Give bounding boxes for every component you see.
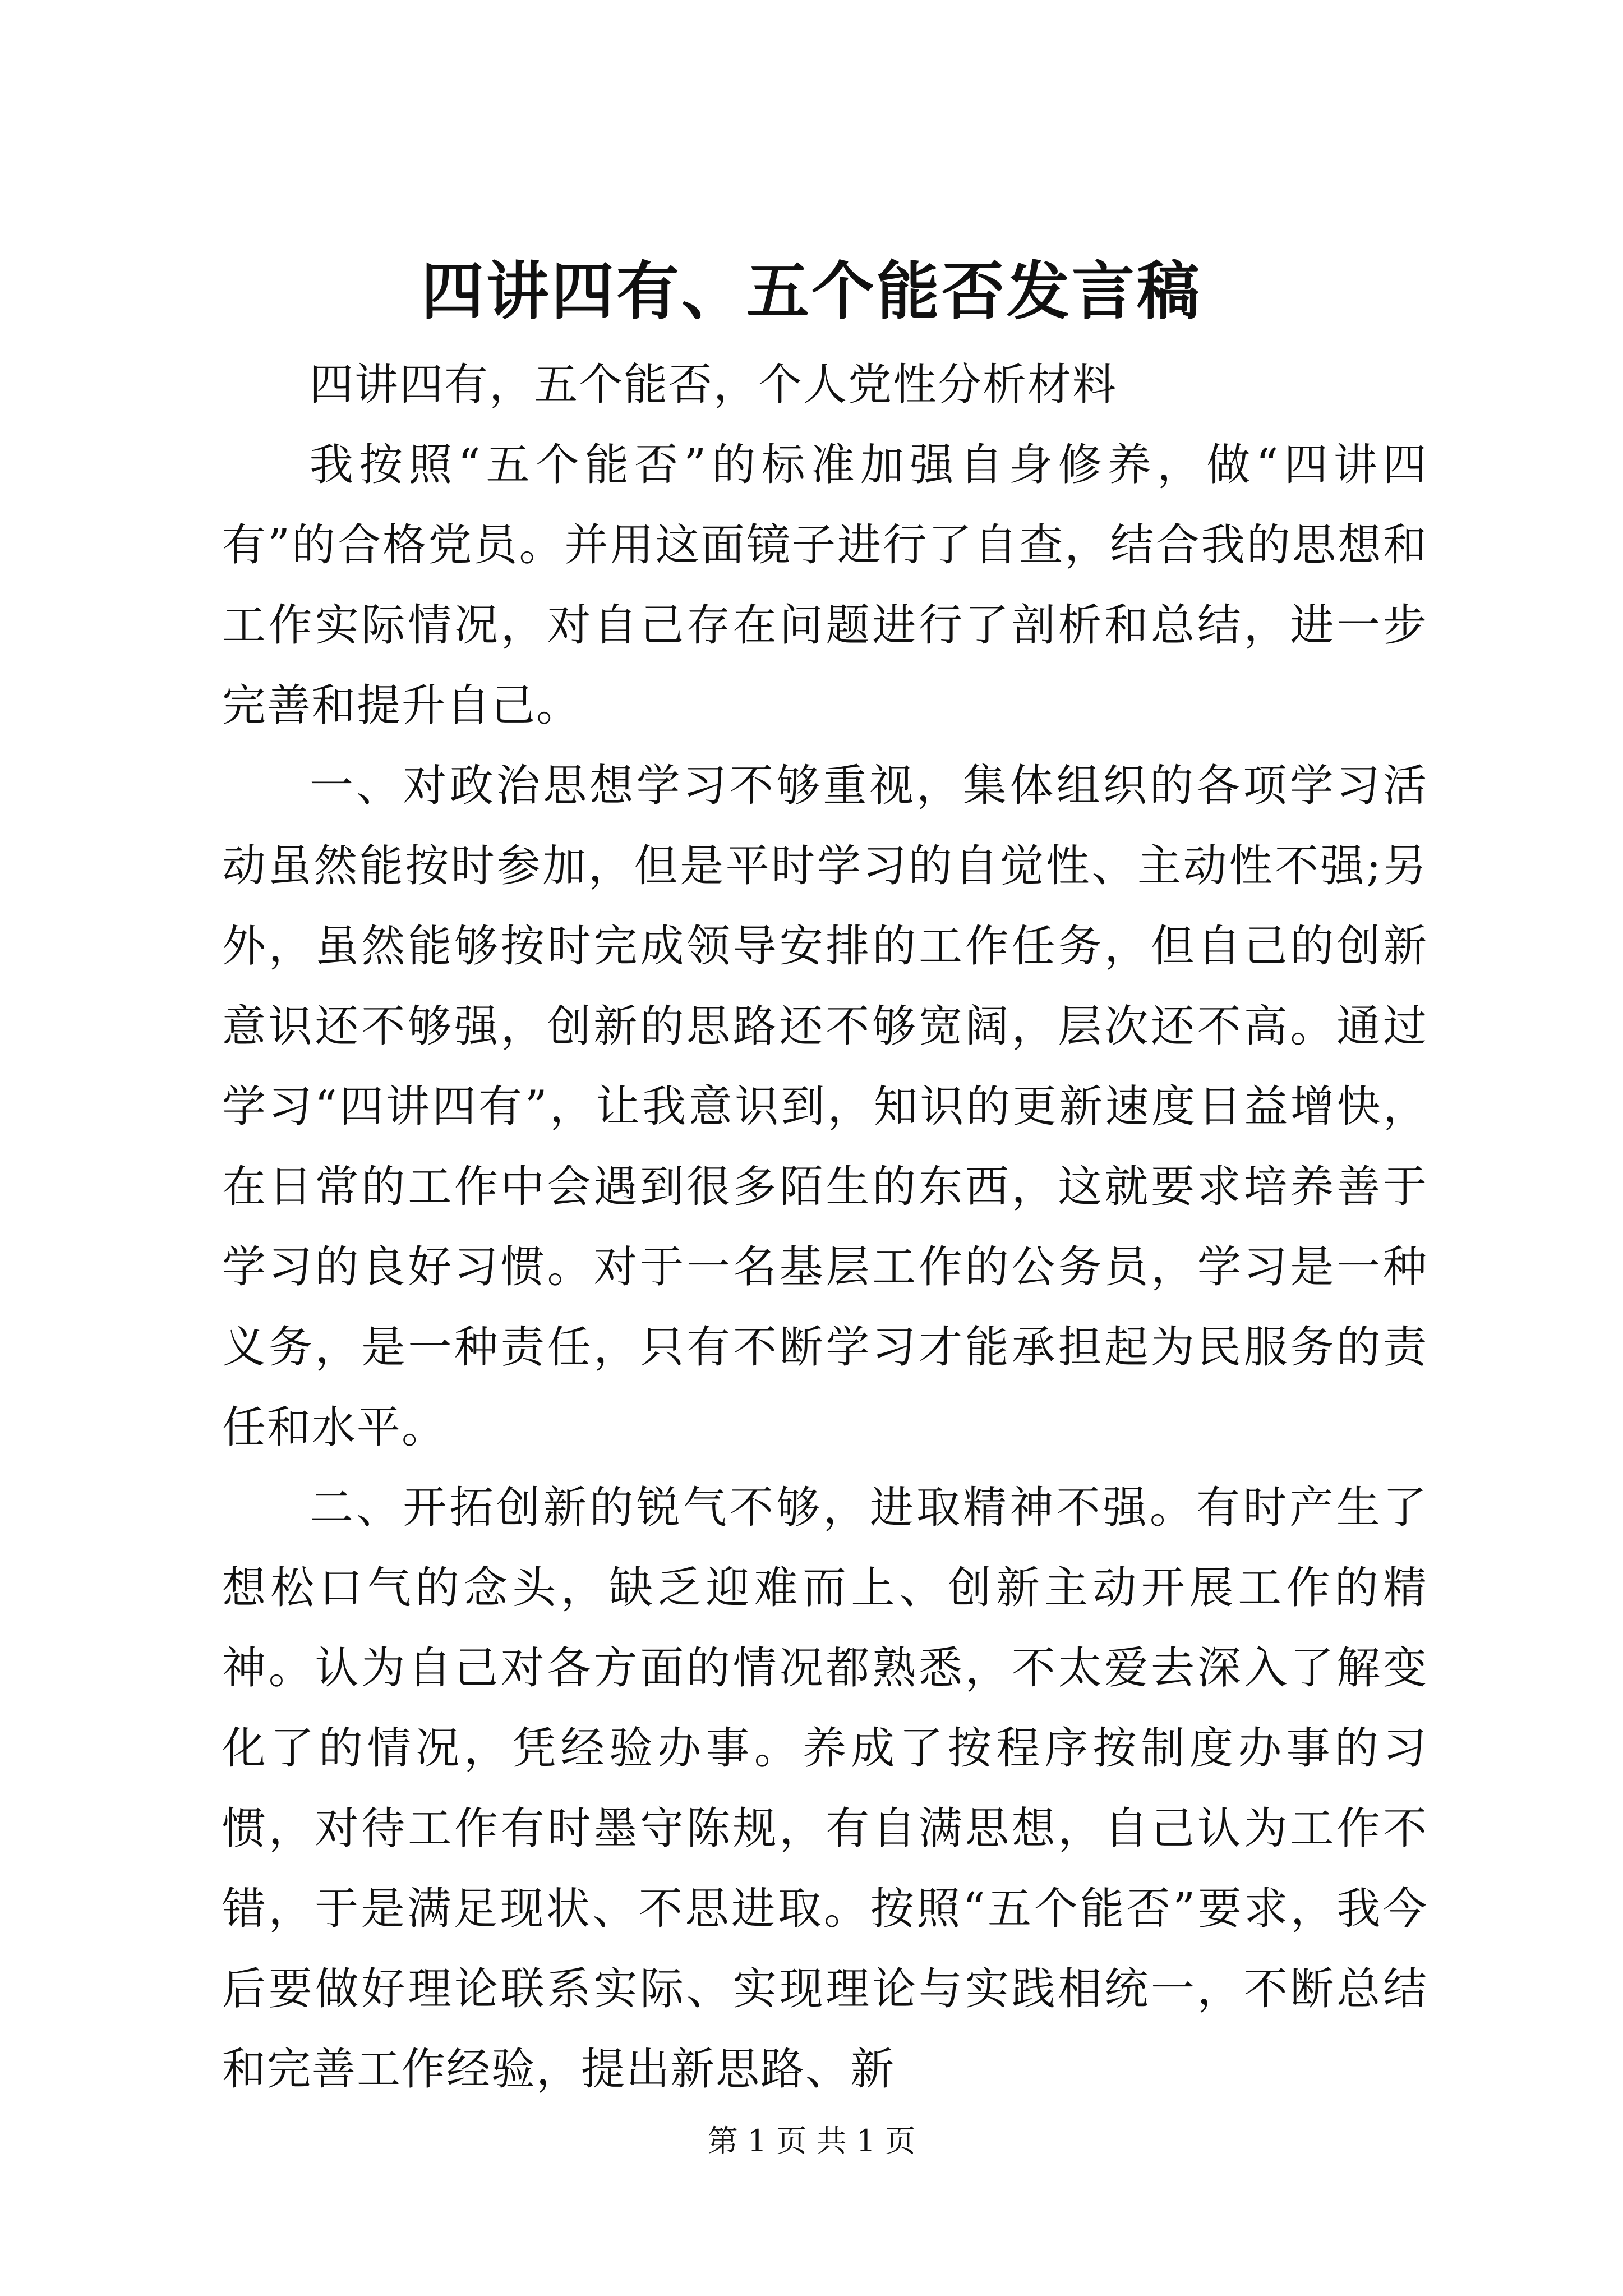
paragraph-section-one: 一、对政治思想学习不够重视，集体组织的各项学习活动虽然能按时参加，但是平时学习的自觉性、主动性不强;另外，虽然能够按时完成领导安排的工作任务，但自己的创新意识还不够强，创新的思路还不够宽阔，层次还不高。通过学习“四讲四有”，让我意识到，知识的更新速度日益增快，在日常的工作中会遇到很多陌生的东西，这就要求培养善于学习的良好习惯。对于一名基层工作的公务员，学习是一种义务，是一种责任，只有不断学习才能承担起为民服务的责任和水平。: [222, 761, 1428, 1453]
page-number-footer: 第 1 页 共 1 页: [707, 2123, 916, 2159]
paragraph-section-two: 二、开拓创新的锐气不够，进取精神不强。有时产生了想松口气的念头，缺乏迎难而上、创新主动开展工作的精神。认为自己对各方面的情况都熟悉，不太爱去深入了解变化了的情况，凭经验办事。养成了按程序按制度办事的习惯，对待工作有时墨守陈规，有自满思想，自己认为工作不错，于是满足现状、不思进取。按照“五个能否”要求，我今后要做好理论联系实际、实现理论与实践相统一，不断总结和完善工作经验，提出新思路、新: [222, 1483, 1428, 2095]
document-body: [222, 345, 1428, 2110]
paragraph-subtitle: 四讲四有，五个能否，个人党性分析材料: [310, 360, 1118, 410]
paragraph-intro: 我按照“五个能否”的标准加强自身修养，做“四讲四有”的合格党员。并用这面镜子进行了自查，结合我的思想和工作实际情况，对自己存在问题进行了剖析和总结，进一步完善和提升自己。: [222, 440, 1428, 731]
document-title: 四讲四有、五个能否发言稿: [421, 255, 1202, 328]
